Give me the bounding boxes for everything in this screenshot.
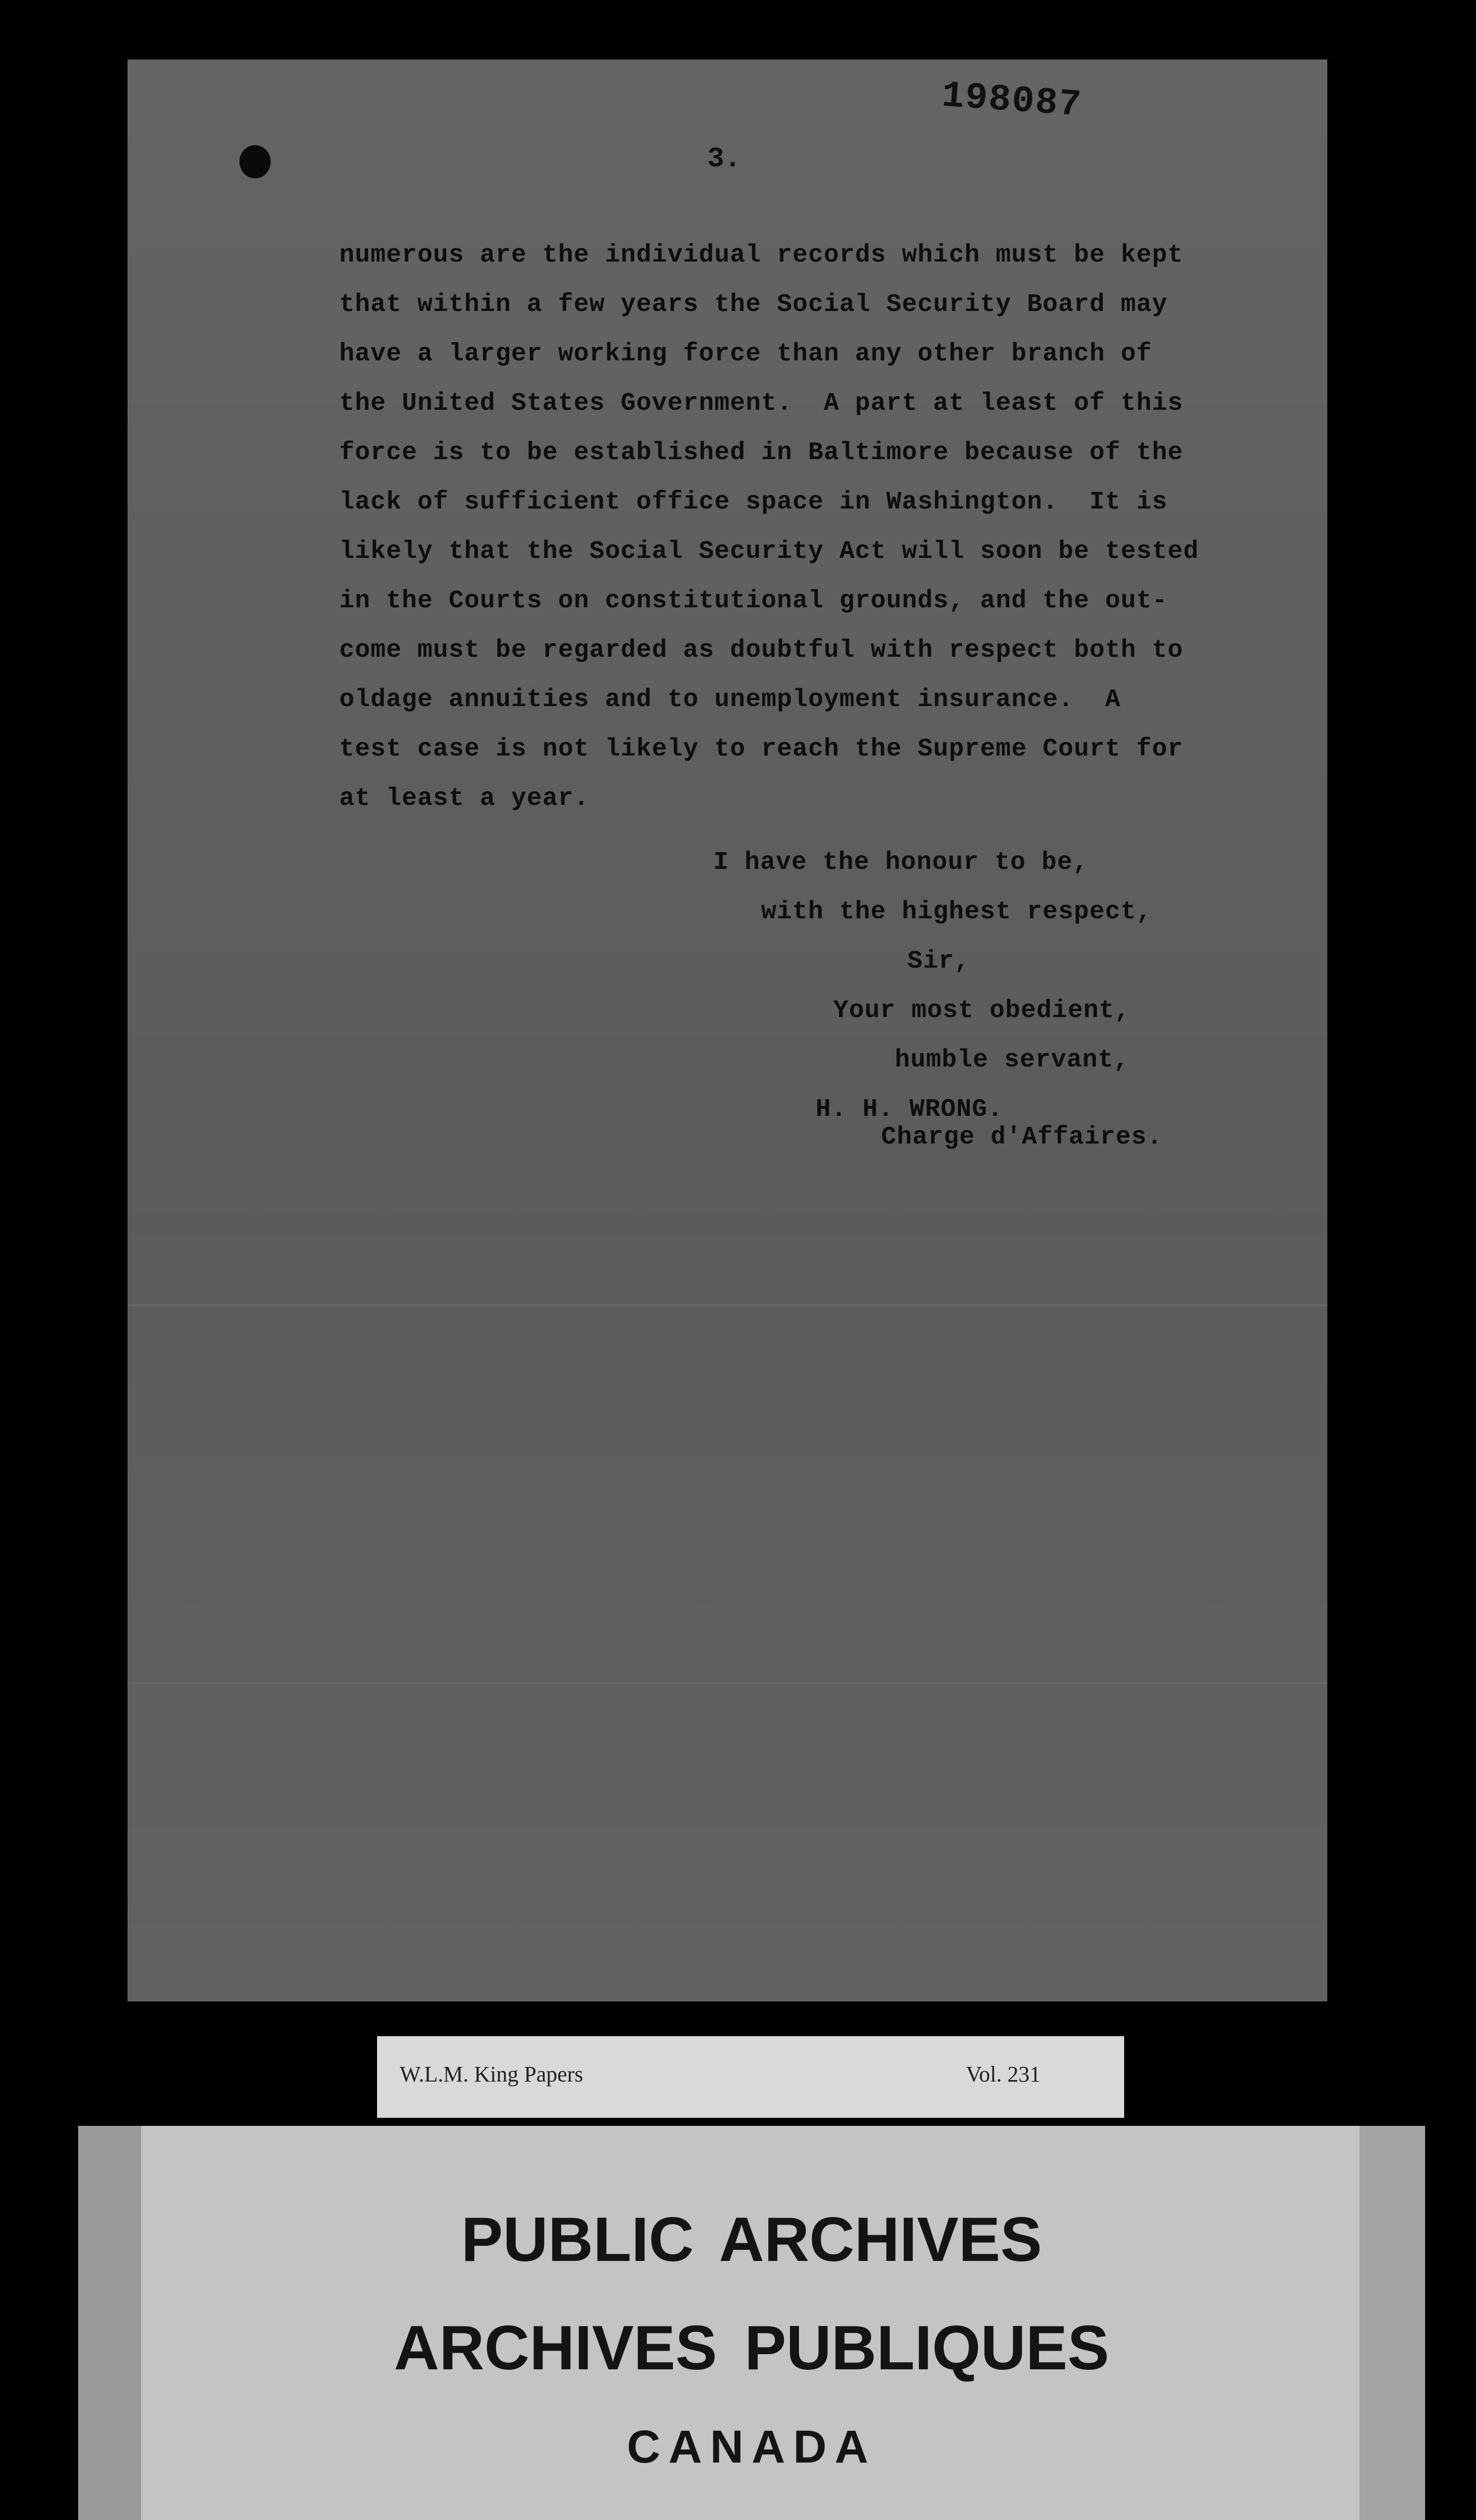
closing-salutation: Sir, — [907, 947, 970, 976]
body-line: the United States Government. A part at least of this — [339, 389, 1184, 418]
signature-name: H. H. WRONG. — [816, 1095, 1004, 1124]
body-line: that within a few years the Social Security Board may — [339, 290, 1168, 319]
collection-name: W.L.M. King Papers — [400, 2062, 583, 2087]
page-number: 3. — [707, 143, 742, 175]
archive-label — [377, 2036, 1124, 2118]
body-line: test case is not likely to reach the Supreme Court for — [339, 735, 1184, 764]
volume-number: Vol. 231 — [966, 2062, 1041, 2087]
stamp-line-country: CANADA — [627, 2421, 877, 2473]
body-line: oldage annuities and to unemployment insurance. A — [339, 685, 1121, 714]
archive-stamp-card — [78, 2126, 1425, 2520]
signature-title: Charge d'Affaires. — [881, 1123, 1163, 1152]
closing-line: with the highest respect, — [761, 898, 1152, 926]
closing-line: I have the honour to be, — [713, 848, 1089, 877]
body-line: numerous are the individual records which must be kept — [339, 241, 1184, 270]
letter-page — [128, 59, 1327, 2001]
body-line: force is to be established in Baltimore because of the — [339, 438, 1184, 467]
body-line: have a larger working force than any other branch of — [339, 340, 1152, 368]
closing-line: Your most obedient, — [833, 996, 1131, 1025]
fold-line — [128, 1304, 1327, 1306]
stamp-line-english: PUBLIC ARCHIVES — [461, 2205, 1042, 2275]
body-line: come must be regarded as doubtful with respect both to — [339, 636, 1184, 665]
letter-body — [339, 241, 1199, 834]
stamp-line-french: ARCHIVES PUBLIQUES — [394, 2313, 1110, 2383]
body-line: likely that the Social Security Act will soon be tested — [339, 537, 1199, 566]
body-line: at least a year. — [339, 784, 590, 813]
document-number: 198087 — [940, 75, 1084, 127]
closing-line: humble servant, — [895, 1046, 1130, 1075]
fold-line — [128, 1682, 1327, 1684]
ink-blot — [239, 145, 271, 178]
body-line: in the Courts on constitutional grounds, and the out- — [339, 587, 1168, 615]
body-line: lack of sufficient office space in Washington. It is — [339, 488, 1168, 517]
